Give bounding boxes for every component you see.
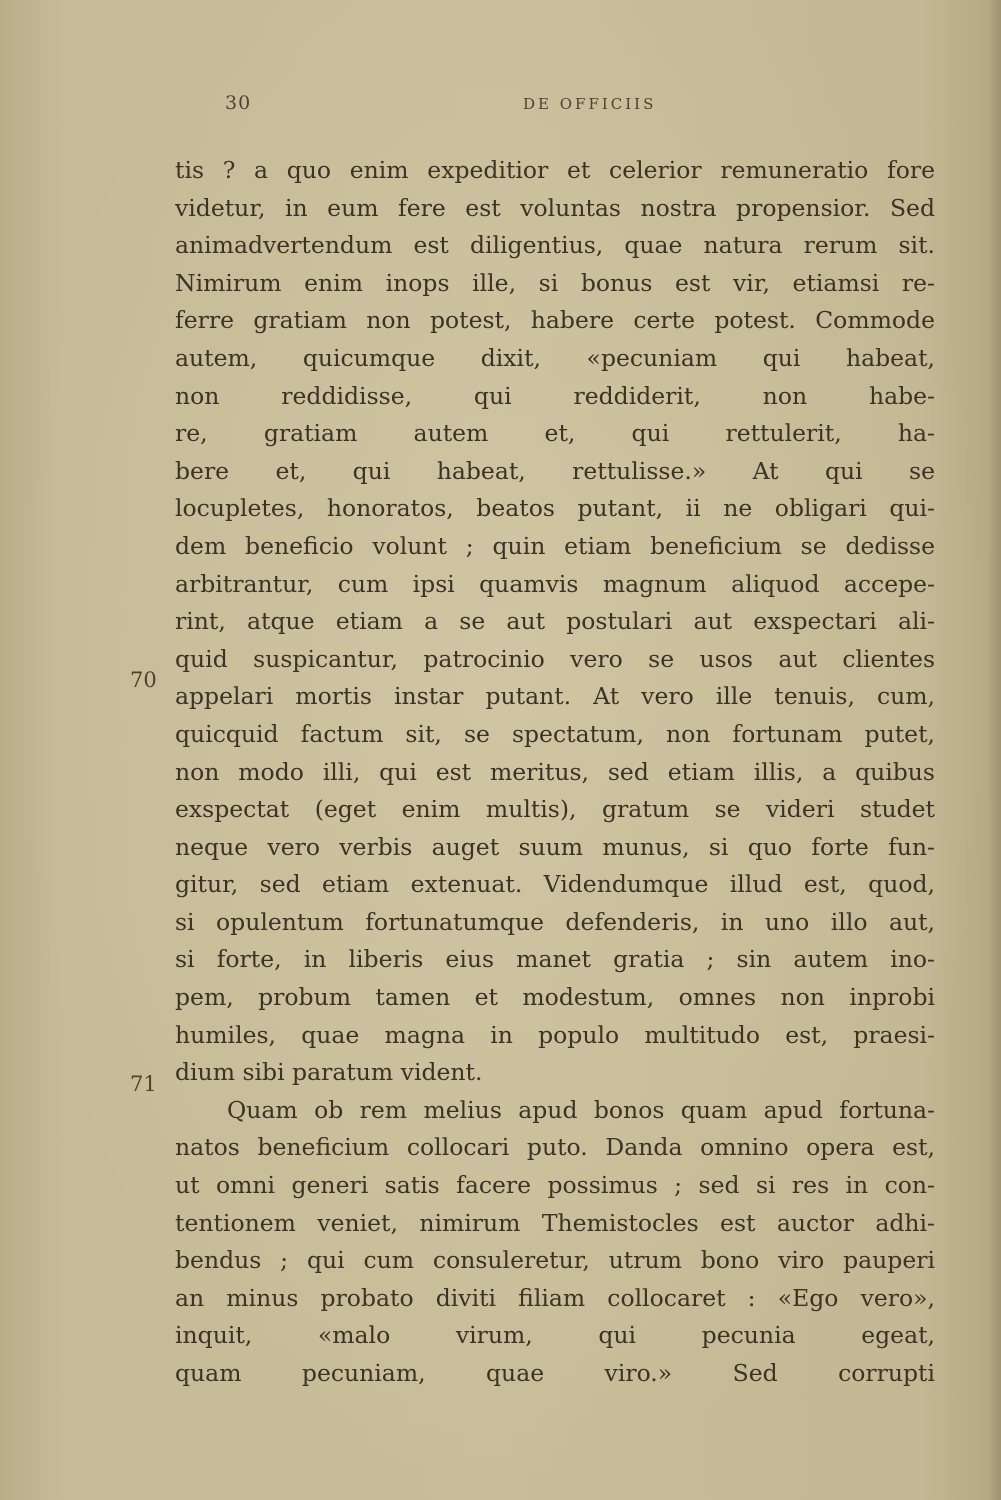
text-line: si opulentum fortunatumque defenderis, in uno illo aut,: [175, 907, 935, 936]
text-line: videtur, in eum fere est voluntas nostra propensior. Sed: [175, 193, 935, 222]
section-number-71: 71: [130, 1072, 157, 1096]
text-line: quam pecuniam, quae viro.» Sed corrupti: [175, 1359, 935, 1387]
text-line: humiles, quae magna in populo multitudo est, praesi-: [175, 1020, 935, 1049]
text-line: appelari mortis instar putant. At vero ille tenuis, cum,: [175, 682, 935, 711]
text-line: locupletes, honoratos, beatos putant, ii ne obligari qui-: [175, 494, 935, 523]
text-line: non modo illi, qui est meritus, sed etiam illis, a quibus: [175, 757, 935, 786]
text-line: quid suspicantur, patrocinio vero se usos aut clientes: [175, 644, 935, 673]
text-line: si forte, in liberis eius manet gratia ; sin autem ino-: [175, 945, 935, 974]
text-line: dem beneficio volunt ; quin etiam beneficium se dedisse: [175, 531, 935, 560]
text-line: inquit, «malo virum, qui pecunia egeat,: [175, 1321, 935, 1350]
text-line: autem, quicumque dixit, «pecuniam qui habeat,: [175, 343, 935, 372]
section-number-70: 70: [130, 668, 157, 692]
text-line: rint, atque etiam a se aut postulari aut exspectari ali-: [175, 607, 935, 636]
text-line: tentionem veniet, nimirum Themistocles est auctor adhi-: [175, 1208, 935, 1237]
text-line: ut omni generi satis facere possimus ; sed si res in con-: [175, 1171, 935, 1200]
text-line: dium sibi paratum vident.: [175, 1058, 483, 1087]
text-line: animadvertendum est diligentius, quae natura rerum sit.: [175, 231, 935, 260]
text-line: gitur, sed etiam extenuat. Videndumque illud est, quod,: [175, 870, 935, 899]
text-line: ferre gratiam non potest, habere certe potest. Commode: [175, 306, 935, 335]
running-head: DE OFFICIIS: [523, 95, 657, 113]
page-header: [0, 92, 1001, 122]
text-line: an minus probato diviti filiam collocaret : «Ego vero»,: [175, 1283, 935, 1312]
text-line: bere et, qui habeat, rettulisse.» At qui se: [175, 456, 935, 485]
text-line: exspectat (eget enim multis), gratum se videri studet: [175, 795, 935, 824]
text-line: neque vero verbis auget suum munus, si quo forte fun-: [175, 832, 935, 861]
text-line: bendus ; qui cum consuleretur, utrum bono viro pauperi: [175, 1246, 935, 1275]
text-line: Nimirum enim inops ille, si bonus est vir, etiamsi re-: [175, 268, 935, 297]
page-edge-shadow: [987, 0, 1001, 1500]
text-line: re, gratiam autem et, qui rettulerit, ha-: [175, 419, 935, 448]
text-line: natos beneficium collocari puto. Danda omnino opera est,: [175, 1133, 935, 1162]
text-line: arbitrantur, cum ipsi quamvis magnum aliquod accepe-: [175, 569, 935, 598]
text-line: quicquid factum sit, se spectatum, non fortunam putet,: [175, 719, 935, 748]
page-number: 30: [225, 92, 252, 114]
text-line: tis ? a quo enim expeditior et celerior remuneratio fore: [175, 156, 935, 184]
body-text: [175, 152, 935, 1393]
text-line: Quam ob rem melius apud bonos quam apud fortuna-: [227, 1095, 935, 1124]
text-line: pem, probum tamen et modestum, omnes non inprobi: [175, 983, 935, 1012]
text-line: non reddidisse, qui reddiderit, non habe-: [175, 381, 935, 410]
